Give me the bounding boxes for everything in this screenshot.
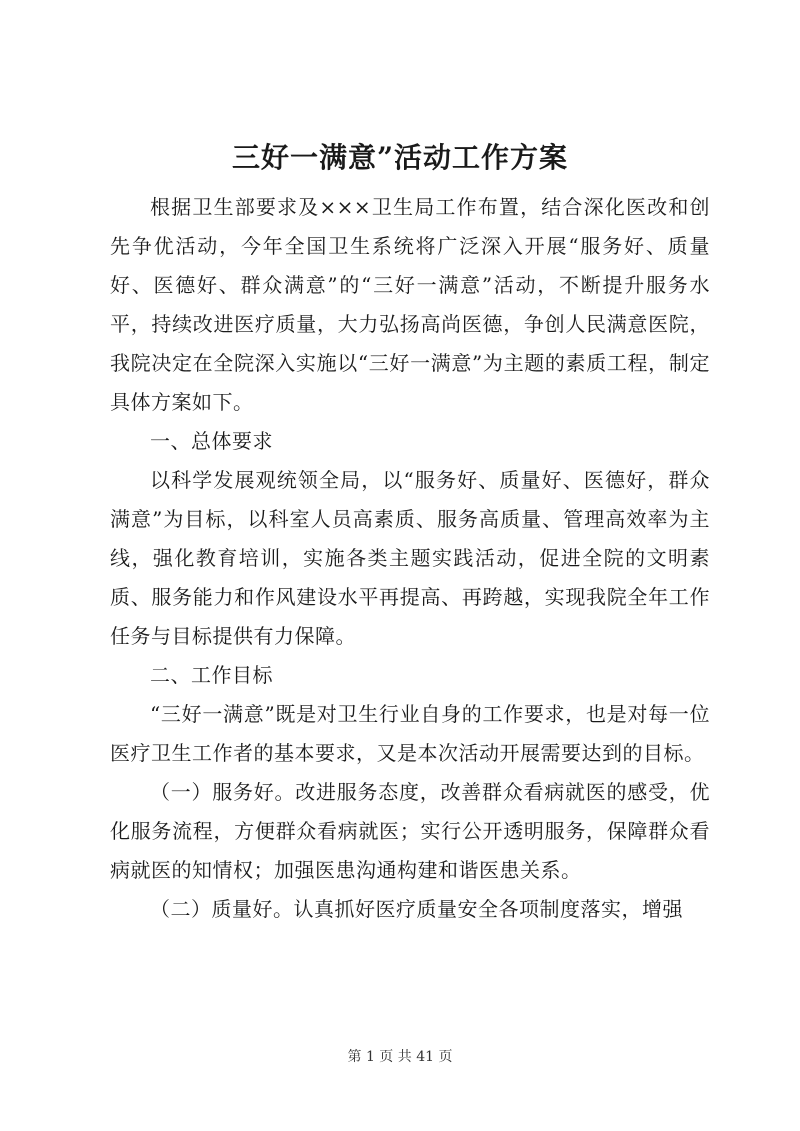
section-heading-work-goals: 二、工作目标	[150, 663, 273, 687]
paragraph-intro: 根据卫生部要求及×××卫生局工作布置，结合深化医改和创先争优活动，今年全国卫生系统将广泛深入开展“服务好、质量好、医德好、群众满意”的“三好一满意”活动，不断提升服务水平，持续改进医疗质量，大力弘扬高尚医德，争创人民满意医院，我院决定在全院深入实施以“三好一满意”为主题的素质工程，制定具体方案如下。	[110, 195, 710, 414]
paragraph-general-requirements: 以科学发展观统领全局，以“服务好、质量好、医德好，群众满意”为目标，以科室人员高素质、服务高质量、管理高效率为主线，强化教育培训，实施各类主题实践活动，促进全院的文明素质、服务能力和作风建设水平再提高、再跨越，实现我院全年工作任务与目标提供有力保障。	[110, 468, 710, 648]
section-heading-general-requirements: 一、总体要求	[150, 429, 273, 453]
page-title: 三好一满意”活动工作方案	[231, 141, 569, 174]
document-body	[110, 188, 710, 929]
page-number-footer: 第 1 页 共 41 页	[347, 1049, 453, 1065]
paragraph-good-quality: （二）质量好。认真抓好医疗质量安全各项制度落实，增强	[150, 897, 683, 921]
paragraph-good-service: （一）服务好。改进服务态度，改善群众看病就医的感受，优化服务流程，方便群众看病就医；实行公开透明服务，保障群众看病就医的知情权；加强医患沟通构建和谐医患关系。	[110, 780, 710, 882]
paragraph-work-goals: “三好一满意”既是对卫生行业自身的工作要求，也是对每一位医疗卫生工作者的基本要求，又是本次活动开展需要达到的目标。	[110, 702, 710, 765]
